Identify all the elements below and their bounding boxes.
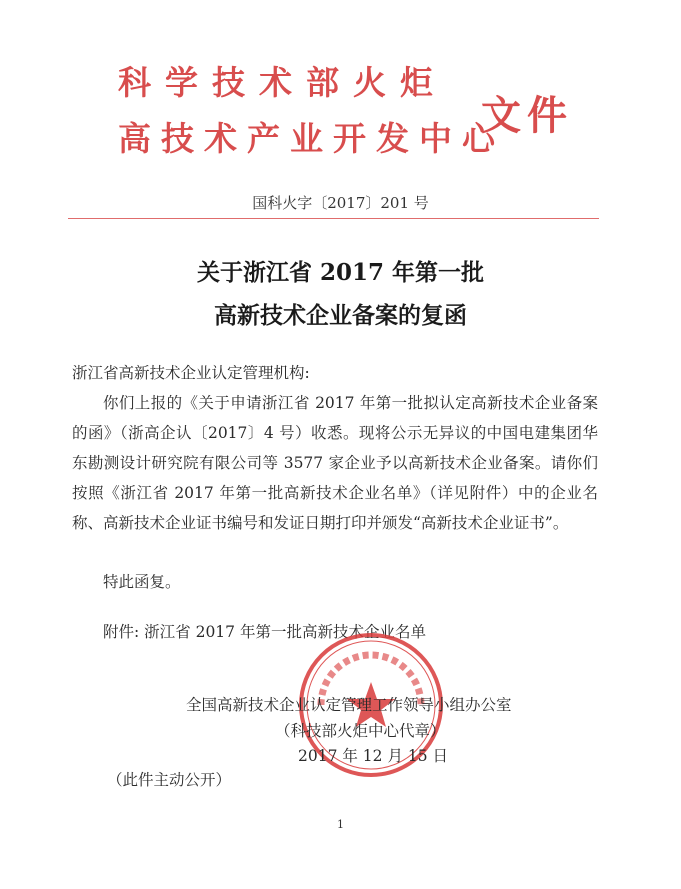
disclosure-note: （此件主动公开）: [107, 771, 232, 789]
document-type-label: 文件: [481, 93, 573, 139]
document-number: 国科火字〔2017〕201 号: [252, 194, 429, 212]
header-divider: [68, 218, 599, 219]
issuer-name-line1: 科学技术部火炬: [118, 63, 447, 102]
title-line1: 关于浙江省 2017 年第一批: [196, 259, 485, 286]
addressee: 浙江省高新技术企业认定管理机构:: [72, 364, 310, 382]
signature-proxy: （科技部火炬中心代章）: [275, 722, 446, 740]
page-number: 1: [337, 818, 344, 831]
issuer-name-line2: 高技术产业开发中心: [118, 119, 505, 158]
closing-text: 特此函复。: [103, 573, 181, 591]
body-paragraph: 你们上报的《关于申请浙江省 2017 年第一批拟认定高新技术企业备案的函》（浙高企认〔2017〕4 号）收悉。现将公示无异议的中国电建集团华东勘测设计研究院有限公司等 3577 家企业予以高新技术企业备案。请你们按照《浙江省 2017 年第一批高新技术企业名单》（详见附件）中的企业名称、高新技术企业证书编号和发证日期打印并颁发“高新技术企业证书”。: [72, 394, 598, 532]
signature-office: 全国高新技术企业认定管理工作领导小组办公室: [186, 696, 512, 714]
title-line2: 高新技术企业备案的复函: [214, 302, 467, 329]
attachment-line: 附件: 浙江省 2017 年第一批高新技术企业名单: [103, 623, 426, 641]
signature-date: 2017 年 12 月 15 日: [298, 747, 449, 765]
